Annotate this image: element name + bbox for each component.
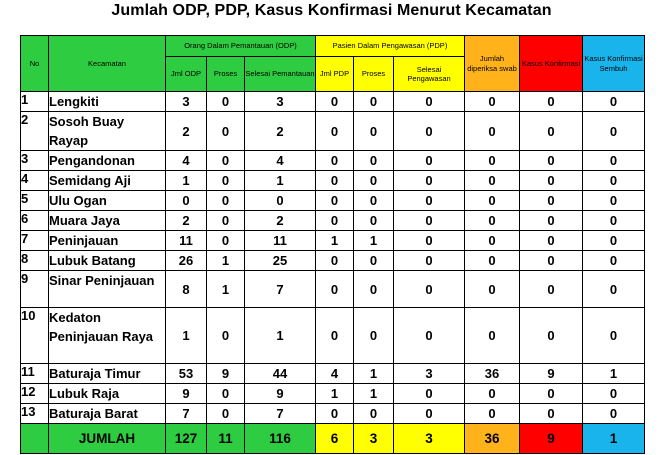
cell-selesai-pemantauan: 7 (245, 404, 316, 424)
cell-odp-proses: 9 (207, 364, 245, 384)
cell-jml-pdp: 4 (316, 364, 354, 384)
row-number: 2 (21, 112, 49, 151)
cell-sembuh: 0 (583, 231, 645, 251)
cell-odp-proses: 0 (207, 92, 245, 112)
cell-pdp-proses: 0 (354, 112, 394, 151)
cell-pdp-proses: 0 (354, 308, 394, 364)
cell-selesai-pemantauan: 0 (245, 191, 316, 211)
cell-selesai-pengawasan: 0 (394, 151, 465, 171)
cell-jml-pdp: 0 (316, 191, 354, 211)
cell-pdp-proses: 0 (354, 171, 394, 191)
cell-konfirmasi: 0 (520, 92, 583, 112)
cell-pdp-proses: 0 (354, 151, 394, 171)
cell-sembuh: 0 (583, 308, 645, 364)
cell-pdp-proses: 0 (354, 404, 394, 424)
kecamatan-name: Peninjauan (49, 231, 166, 251)
cell-swab: 0 (465, 231, 520, 251)
cell-selesai-pengawasan: 3 (394, 364, 465, 384)
header-sembuh: Kasus Konfirmasi Sembuh (583, 36, 645, 92)
cell-odp-proses: 0 (207, 404, 245, 424)
cell-pdp-proses: 0 (354, 92, 394, 112)
cell-pdp-proses: 1 (354, 231, 394, 251)
cell-jml-pdp: 0 (316, 404, 354, 424)
cell-sembuh: 0 (583, 384, 645, 404)
cell-swab: 0 (465, 384, 520, 404)
header-jml-odp: Jml ODP (166, 57, 207, 92)
cell-jml-odp: 11 (166, 231, 207, 251)
cell-selesai-pengawasan: 0 (394, 171, 465, 191)
table-row (21, 112, 645, 151)
cell-konfirmasi: 0 (520, 384, 583, 404)
cell-sembuh: 0 (583, 112, 645, 151)
cell-jml-odp: 4 (166, 151, 207, 171)
kecamatan-name: Semidang Aji (49, 171, 166, 191)
table-row (21, 271, 645, 308)
cell-selesai-pengawasan: 0 (394, 191, 465, 211)
total-jml-pdp: 6 (316, 424, 354, 454)
kecamatan-name: Muara Jaya (49, 211, 166, 231)
cell-selesai-pemantauan: 7 (245, 271, 316, 308)
cell-odp-proses: 0 (207, 384, 245, 404)
cell-pdp-proses: 1 (354, 364, 394, 384)
cell-jml-odp: 7 (166, 404, 207, 424)
header-pdp-proses: Proses (354, 57, 394, 92)
cell-konfirmasi: 0 (520, 251, 583, 271)
cell-pdp-proses: 0 (354, 271, 394, 308)
cell-swab: 0 (465, 251, 520, 271)
total-selesai-pengawasan: 3 (394, 424, 465, 454)
cell-pdp-proses: 0 (354, 211, 394, 231)
row-number: 13 (21, 404, 49, 424)
cell-jml-pdp: 0 (316, 171, 354, 191)
cell-jml-odp: 2 (166, 112, 207, 151)
total-pdp-proses: 3 (354, 424, 394, 454)
cell-selesai-pemantauan: 3 (245, 92, 316, 112)
cell-odp-proses: 0 (207, 191, 245, 211)
cell-swab: 0 (465, 112, 520, 151)
total-no-cell (21, 424, 49, 454)
cell-odp-proses: 0 (207, 308, 245, 364)
page-title: Jumlah ODP, PDP, Kasus Konfirmasi Menurut Kecamatan (111, 2, 552, 19)
cell-swab: 0 (465, 171, 520, 191)
cell-selesai-pemantauan: 1 (245, 171, 316, 191)
cell-jml-odp: 26 (166, 251, 207, 271)
header-konfirmasi: Kasus Konfirmasi (520, 36, 583, 92)
cell-konfirmasi: 0 (520, 112, 583, 151)
cell-jml-odp: 53 (166, 364, 207, 384)
row-number: 11 (21, 364, 49, 384)
cell-sembuh: 0 (583, 92, 645, 112)
kecamatan-name: Lengkiti (49, 92, 166, 112)
cell-jml-odp: 1 (166, 308, 207, 364)
cell-selesai-pemantauan: 1 (245, 308, 316, 364)
cell-jml-pdp: 1 (316, 231, 354, 251)
cell-jml-pdp: 0 (316, 308, 354, 364)
cell-selesai-pemantauan: 9 (245, 384, 316, 404)
total-jml-odp: 127 (166, 424, 207, 454)
header-odp-proses: Proses (207, 57, 245, 92)
table-row (21, 191, 645, 211)
cell-konfirmasi: 0 (520, 151, 583, 171)
cell-konfirmasi: 0 (520, 271, 583, 308)
kecamatan-name: Lubuk Batang (49, 251, 166, 271)
cell-jml-odp: 1 (166, 171, 207, 191)
cell-pdp-proses: 1 (354, 384, 394, 404)
kecamatan-name: Sinar Peninjauan (49, 271, 166, 308)
total-odp-proses: 11 (207, 424, 245, 454)
cell-jml-odp: 0 (166, 191, 207, 211)
cell-jml-pdp: 0 (316, 112, 354, 151)
cell-selesai-pemantauan: 4 (245, 151, 316, 171)
kecamatan-name: Baturaja Timur (49, 364, 166, 384)
cell-swab: 0 (465, 211, 520, 231)
cell-selesai-pemantauan: 2 (245, 211, 316, 231)
row-number: 10 (21, 308, 49, 364)
cell-swab: 0 (465, 271, 520, 308)
kecamatan-name: Kedaton Peninjauan Raya (49, 308, 166, 364)
cell-swab: 36 (465, 364, 520, 384)
cell-odp-proses: 0 (207, 231, 245, 251)
cell-konfirmasi: 0 (520, 308, 583, 364)
cell-konfirmasi: 0 (520, 404, 583, 424)
table-row (21, 384, 645, 404)
cell-sembuh: 1 (583, 364, 645, 384)
cell-selesai-pemantauan: 2 (245, 112, 316, 151)
row-number: 4 (21, 171, 49, 191)
cell-pdp-proses: 0 (354, 251, 394, 271)
cell-odp-proses: 0 (207, 211, 245, 231)
cell-selesai-pengawasan: 0 (394, 112, 465, 151)
cell-selesai-pengawasan: 0 (394, 404, 465, 424)
table-row (21, 404, 645, 424)
cell-konfirmasi: 0 (520, 231, 583, 251)
cell-jml-odp: 9 (166, 384, 207, 404)
cell-jml-odp: 8 (166, 271, 207, 308)
cell-jml-pdp: 0 (316, 271, 354, 308)
cell-odp-proses: 1 (207, 251, 245, 271)
row-number: 12 (21, 384, 49, 404)
cell-selesai-pengawasan: 0 (394, 308, 465, 364)
kecamatan-name: Lubuk Raja (49, 384, 166, 404)
header-jml-pdp: Jml PDP (316, 57, 354, 92)
row-number: 6 (21, 211, 49, 231)
cell-konfirmasi: 0 (520, 191, 583, 211)
cell-selesai-pemantauan: 25 (245, 251, 316, 271)
cell-jml-odp: 3 (166, 92, 207, 112)
kecamatan-name: Pengandonan (49, 151, 166, 171)
cell-sembuh: 0 (583, 271, 645, 308)
total-konfirmasi: 9 (520, 424, 583, 454)
cell-odp-proses: 1 (207, 271, 245, 308)
table-row (21, 211, 645, 231)
table-row (21, 364, 645, 384)
cell-konfirmasi: 9 (520, 364, 583, 384)
cell-sembuh: 0 (583, 211, 645, 231)
cell-swab: 0 (465, 151, 520, 171)
cell-selesai-pengawasan: 0 (394, 231, 465, 251)
row-number: 1 (21, 92, 49, 112)
cell-sembuh: 0 (583, 404, 645, 424)
cell-konfirmasi: 0 (520, 171, 583, 191)
table-row (21, 151, 645, 171)
header-selesai-pengawasan: Selesai Pengawasan (394, 57, 465, 92)
cell-odp-proses: 0 (207, 171, 245, 191)
kecamatan-name: Ulu Ogan (49, 191, 166, 211)
cell-konfirmasi: 0 (520, 211, 583, 231)
cell-selesai-pengawasan: 0 (394, 271, 465, 308)
cell-swab: 0 (465, 92, 520, 112)
header-no: No (21, 36, 49, 92)
row-number: 5 (21, 191, 49, 211)
cell-jml-pdp: 0 (316, 151, 354, 171)
cell-jml-odp: 2 (166, 211, 207, 231)
cell-jml-pdp: 0 (316, 251, 354, 271)
cell-selesai-pengawasan: 0 (394, 92, 465, 112)
cell-selesai-pengawasan: 0 (394, 384, 465, 404)
cell-jml-pdp: 0 (316, 92, 354, 112)
cell-swab: 0 (465, 191, 520, 211)
row-number: 3 (21, 151, 49, 171)
total-selesai-pemantauan: 116 (245, 424, 316, 454)
cell-jml-pdp: 0 (316, 211, 354, 231)
cell-swab: 0 (465, 308, 520, 364)
cell-pdp-proses: 0 (354, 191, 394, 211)
cell-selesai-pemantauan: 11 (245, 231, 316, 251)
cell-swab: 0 (465, 404, 520, 424)
kecamatan-name: Baturaja Barat (49, 404, 166, 424)
header-pdp-group: Pasien Dalam Pengawasan (PDP) (316, 36, 465, 57)
kecamatan-table (20, 35, 645, 454)
table-row (21, 171, 645, 191)
total-swab: 36 (465, 424, 520, 454)
total-label: JUMLAH (49, 424, 166, 454)
cell-jml-pdp: 1 (316, 384, 354, 404)
row-number: 9 (21, 271, 49, 308)
header-swab: Jumlah diperiksa swab (465, 36, 520, 92)
table-row (21, 251, 645, 271)
cell-odp-proses: 0 (207, 112, 245, 151)
cell-sembuh: 0 (583, 251, 645, 271)
header-kecamatan: Kecamatan (49, 36, 166, 92)
header-odp-group: Orang Dalam Pemantauan (ODP) (166, 36, 316, 57)
cell-sembuh: 0 (583, 151, 645, 171)
header-selesai-pemantauan: Selesai Pemantauan (245, 57, 316, 92)
cell-selesai-pengawasan: 0 (394, 211, 465, 231)
total-sembuh: 1 (583, 424, 645, 454)
kecamatan-name: Sosoh Buay Rayap (49, 112, 166, 151)
table-row (21, 92, 645, 112)
row-number: 7 (21, 231, 49, 251)
cell-selesai-pemantauan: 44 (245, 364, 316, 384)
cell-sembuh: 0 (583, 191, 645, 211)
table-row (21, 231, 645, 251)
cell-odp-proses: 0 (207, 151, 245, 171)
table-row (21, 308, 645, 364)
cell-selesai-pengawasan: 0 (394, 251, 465, 271)
cell-sembuh: 0 (583, 171, 645, 191)
total-row (21, 424, 645, 454)
row-number: 8 (21, 251, 49, 271)
